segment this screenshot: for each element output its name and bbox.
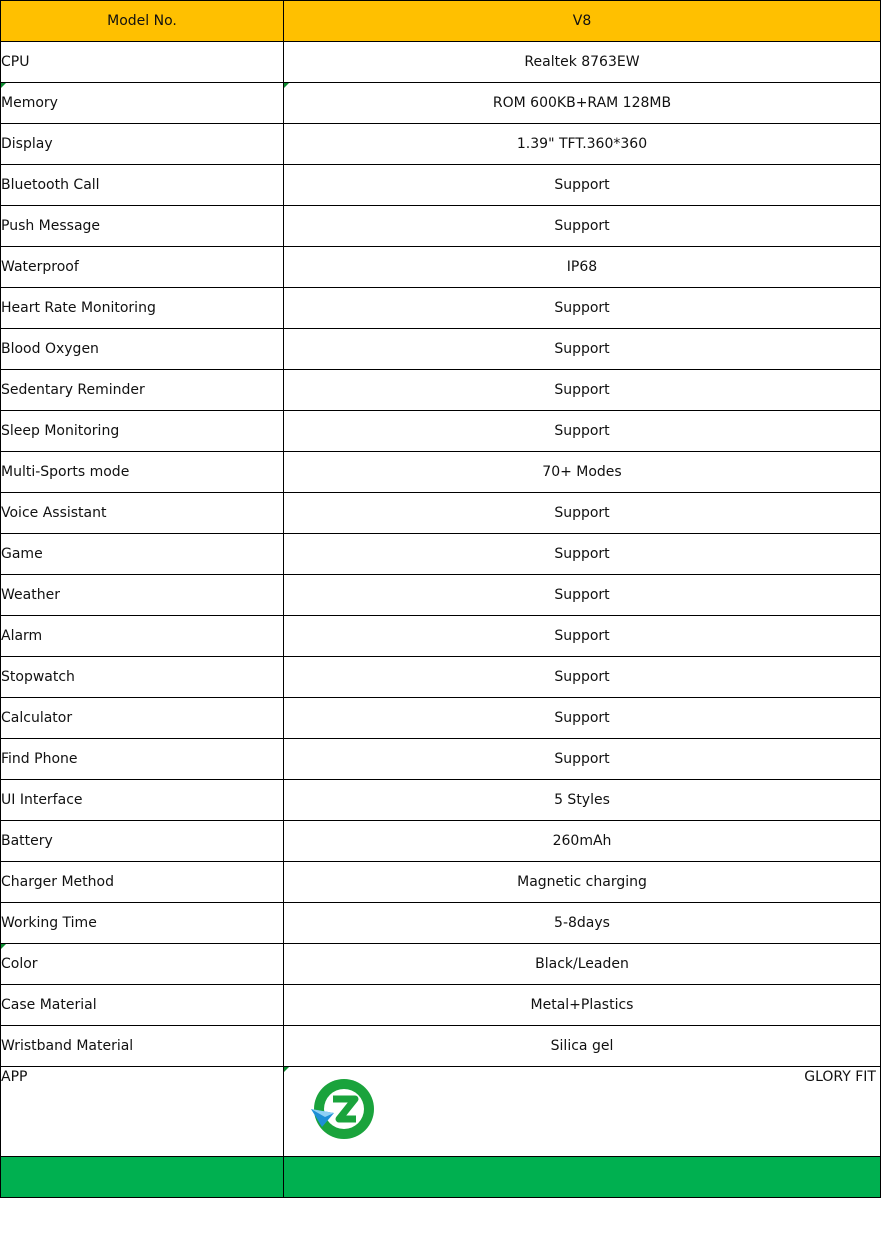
spec-value-cell[interactable] bbox=[284, 493, 881, 534]
spec-label: Display bbox=[1, 136, 53, 152]
spec-table-tail bbox=[1, 1067, 881, 1198]
spec-row bbox=[1, 698, 881, 739]
spec-label-cell[interactable] bbox=[1, 657, 284, 698]
spec-value-cell[interactable] bbox=[284, 985, 881, 1026]
spec-label: Memory bbox=[1, 95, 58, 111]
spec-label-cell[interactable] bbox=[1, 985, 284, 1026]
spec-value-cell[interactable] bbox=[284, 288, 881, 329]
cell-comment-marker-icon bbox=[1, 944, 6, 949]
spec-value-cell[interactable] bbox=[284, 83, 881, 124]
cell-comment-marker-icon bbox=[284, 83, 289, 88]
spec-value: Magnetic charging bbox=[517, 874, 647, 890]
spec-label: Weather bbox=[1, 587, 60, 603]
spec-value: IP68 bbox=[566, 259, 598, 275]
spec-row bbox=[1, 493, 881, 534]
spec-label-cell[interactable] bbox=[1, 534, 284, 575]
spec-value: Support bbox=[554, 546, 610, 562]
spec-value: Support bbox=[554, 382, 610, 398]
spec-label-cell[interactable] bbox=[1, 862, 284, 903]
spec-table-body bbox=[1, 1, 881, 1067]
spec-value-cell[interactable] bbox=[284, 370, 881, 411]
spec-label: Wristband Material bbox=[1, 1038, 134, 1054]
app-row bbox=[1, 1067, 881, 1157]
spec-value: Support bbox=[554, 628, 610, 644]
spec-label: Sedentary Reminder bbox=[1, 382, 145, 398]
spec-label: Waterproof bbox=[1, 259, 79, 275]
spec-value: Support bbox=[554, 177, 610, 193]
spec-value: Support bbox=[554, 669, 610, 685]
spec-row bbox=[1, 1026, 881, 1067]
spec-label: Charger Method bbox=[1, 874, 114, 890]
spec-value: 5 Styles bbox=[554, 792, 610, 808]
spec-label: Find Phone bbox=[1, 751, 78, 767]
spec-label-cell[interactable] bbox=[1, 903, 284, 944]
spec-label-cell[interactable] bbox=[1, 698, 284, 739]
spec-value-cell[interactable] bbox=[284, 165, 881, 206]
spec-row bbox=[1, 739, 881, 780]
spec-label-cell[interactable] bbox=[1, 616, 284, 657]
spec-label: Heart Rate Monitoring bbox=[1, 300, 156, 316]
spec-value: Support bbox=[554, 423, 610, 439]
spec-value: Silica gel bbox=[550, 1038, 614, 1054]
spec-label-cell[interactable] bbox=[1, 288, 284, 329]
spec-value-cell[interactable] bbox=[284, 575, 881, 616]
spec-row bbox=[1, 534, 881, 575]
spec-value: 1.39" TFT.360*360 bbox=[516, 136, 648, 152]
app-value-cell[interactable] bbox=[284, 1067, 881, 1157]
spec-row bbox=[1, 206, 881, 247]
spec-label-cell[interactable] bbox=[1, 493, 284, 534]
header-label: Model No. bbox=[107, 13, 177, 29]
spec-label-cell[interactable] bbox=[1, 165, 284, 206]
spec-label: Push Message bbox=[1, 218, 101, 234]
spec-label: UI Interface bbox=[1, 792, 83, 808]
cell-comment-marker-icon bbox=[284, 1067, 289, 1072]
app-label: APP bbox=[1, 1069, 28, 1085]
spec-value: Support bbox=[554, 218, 610, 234]
glory-fit-logo-icon bbox=[308, 1075, 378, 1145]
spec-row bbox=[1, 780, 881, 821]
header-label-cell[interactable] bbox=[1, 1, 284, 42]
header-value-cell[interactable] bbox=[284, 1, 881, 42]
spec-label-cell[interactable] bbox=[1, 247, 284, 288]
header-row bbox=[1, 1, 881, 42]
spec-label-cell[interactable] bbox=[1, 83, 284, 124]
header-value: V8 bbox=[572, 13, 592, 29]
spec-row bbox=[1, 575, 881, 616]
spec-row bbox=[1, 616, 881, 657]
spec-label: Color bbox=[1, 956, 38, 972]
spec-value: 260mAh bbox=[552, 833, 612, 849]
footer-cell-right[interactable] bbox=[284, 1157, 881, 1198]
spec-row bbox=[1, 903, 881, 944]
spec-value-cell[interactable] bbox=[284, 206, 881, 247]
spec-value: Support bbox=[554, 341, 610, 357]
spec-value: Black/Leaden bbox=[535, 956, 629, 972]
spec-value: Support bbox=[554, 505, 610, 521]
spec-label: Working Time bbox=[1, 915, 97, 931]
spec-label: CPU bbox=[1, 54, 30, 70]
spec-row bbox=[1, 657, 881, 698]
spec-label: Case Material bbox=[1, 997, 97, 1013]
spec-label-cell[interactable] bbox=[1, 370, 284, 411]
spec-label: Alarm bbox=[1, 628, 43, 644]
spec-row bbox=[1, 944, 881, 985]
spec-row bbox=[1, 985, 881, 1026]
spec-value: Metal+Plastics bbox=[530, 997, 634, 1013]
spec-value-cell[interactable] bbox=[284, 657, 881, 698]
spec-value-cell[interactable] bbox=[284, 903, 881, 944]
spec-row bbox=[1, 862, 881, 903]
spec-label-cell[interactable] bbox=[1, 575, 284, 616]
spec-value-cell[interactable] bbox=[284, 616, 881, 657]
spec-value-cell[interactable] bbox=[284, 821, 881, 862]
spec-label-cell[interactable] bbox=[1, 42, 284, 83]
spec-row bbox=[1, 329, 881, 370]
spec-label: Calculator bbox=[1, 710, 73, 726]
spec-label: Battery bbox=[1, 833, 53, 849]
spec-row bbox=[1, 42, 881, 83]
spec-value: Support bbox=[554, 710, 610, 726]
spec-label-cell[interactable] bbox=[1, 411, 284, 452]
spec-label: Stopwatch bbox=[1, 669, 75, 685]
spec-value-cell[interactable] bbox=[284, 780, 881, 821]
spec-value-cell[interactable] bbox=[284, 42, 881, 83]
spec-label-cell[interactable] bbox=[1, 452, 284, 493]
cell-comment-marker-icon bbox=[1, 83, 6, 88]
spec-value: Support bbox=[554, 587, 610, 603]
spec-value: 70+ Modes bbox=[542, 464, 622, 480]
spec-label: Game bbox=[1, 546, 43, 562]
spec-value-cell[interactable] bbox=[284, 944, 881, 985]
spec-value: ROM 600KB+RAM 128MB bbox=[492, 95, 672, 111]
spec-row bbox=[1, 821, 881, 862]
spec-row bbox=[1, 452, 881, 493]
spec-value-cell[interactable] bbox=[284, 1026, 881, 1067]
spec-label-cell[interactable] bbox=[1, 739, 284, 780]
spec-label: Bluetooth Call bbox=[1, 177, 100, 193]
spec-row bbox=[1, 247, 881, 288]
spec-value-cell[interactable] bbox=[284, 411, 881, 452]
spec-label: Sleep Monitoring bbox=[1, 423, 120, 439]
spec-value-cell[interactable] bbox=[284, 124, 881, 165]
spec-row bbox=[1, 370, 881, 411]
spec-value: Support bbox=[554, 300, 610, 316]
spec-value: Realtek 8763EW bbox=[524, 54, 640, 70]
spec-label: Voice Assistant bbox=[1, 505, 107, 521]
spec-value-cell[interactable] bbox=[284, 452, 881, 493]
spec-value-cell[interactable] bbox=[284, 247, 881, 288]
spec-label-cell[interactable] bbox=[1, 780, 284, 821]
spec-label-cell[interactable] bbox=[1, 329, 284, 370]
spec-label: Blood Oxygen bbox=[1, 341, 99, 357]
spec-value-cell[interactable] bbox=[284, 698, 881, 739]
spec-row bbox=[1, 165, 881, 206]
spec-value-cell[interactable] bbox=[284, 534, 881, 575]
footer-cell-left[interactable] bbox=[1, 1157, 284, 1198]
spec-row bbox=[1, 83, 881, 124]
spec-label-cell[interactable] bbox=[1, 124, 284, 165]
spec-label-cell[interactable] bbox=[1, 821, 284, 862]
spec-value-cell[interactable] bbox=[284, 862, 881, 903]
spec-row bbox=[1, 288, 881, 329]
spec-label-cell[interactable] bbox=[1, 944, 284, 985]
spec-row bbox=[1, 411, 881, 452]
spec-value-cell[interactable] bbox=[284, 329, 881, 370]
spec-label-cell[interactable] bbox=[1, 206, 284, 247]
app-label-cell[interactable] bbox=[1, 1067, 284, 1157]
spec-row bbox=[1, 124, 881, 165]
spec-value: Support bbox=[554, 751, 610, 767]
app-name: GLORY FIT bbox=[804, 1069, 876, 1085]
spec-value-cell[interactable] bbox=[284, 739, 881, 780]
footer-row bbox=[1, 1157, 881, 1198]
spec-value: 5-8days bbox=[554, 915, 610, 931]
spec-label-cell[interactable] bbox=[1, 1026, 284, 1067]
spec-label: Multi-Sports mode bbox=[1, 464, 130, 480]
